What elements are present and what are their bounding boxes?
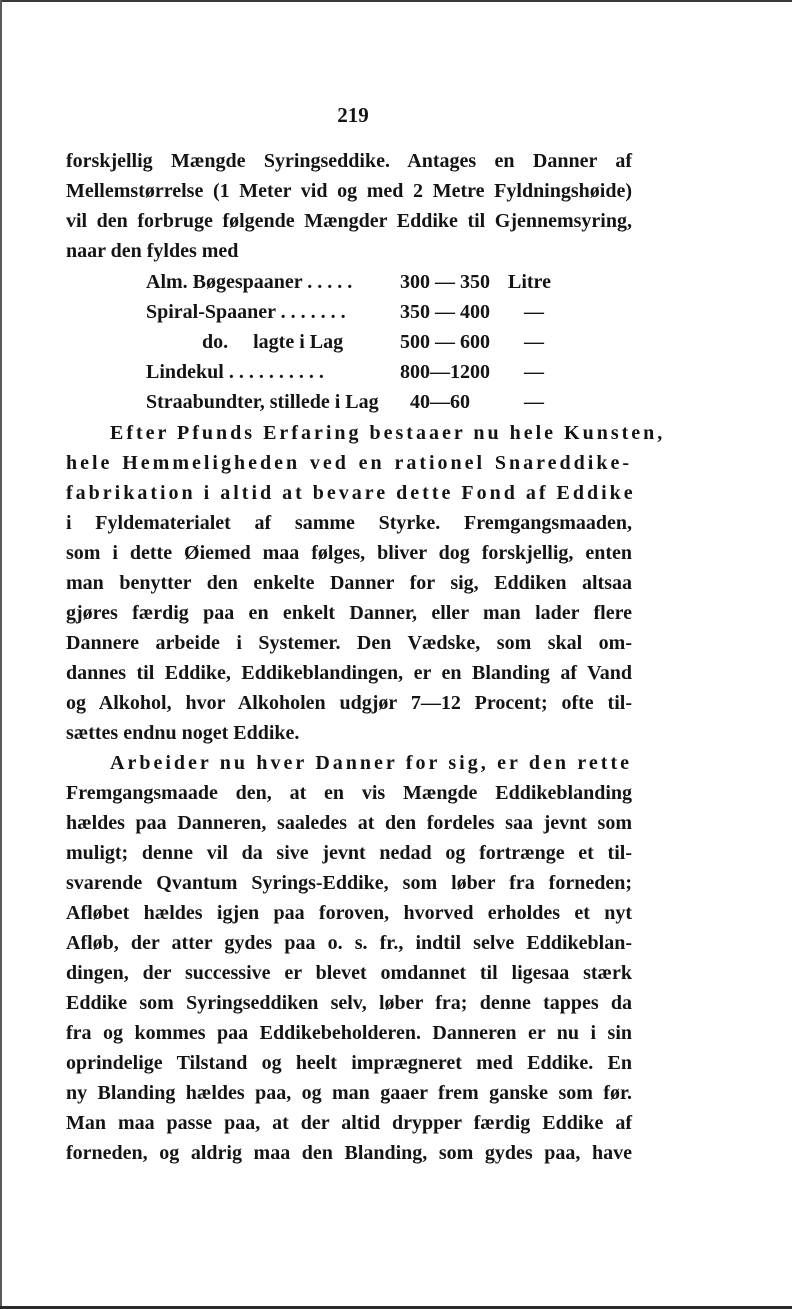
text-line: Dannere arbeide i Systemer. Den Vædske, som skal om- xyxy=(66,632,632,654)
text-line: naar den fyldes med xyxy=(66,240,239,262)
material-name: Spiral-Spaaner . . . . . . . xyxy=(146,301,346,323)
text-line: muligt; denne vil da sive jevnt nedad og fortrænge et til- xyxy=(66,842,632,864)
text-line: ny Blanding hældes paa, og man gaaer frem ganske som før. xyxy=(66,1082,632,1104)
amount-range: 350 — 400 xyxy=(400,301,490,323)
material-name: Alm. Bøgespaaner . . . . . xyxy=(146,271,353,293)
intro-paragraph xyxy=(66,146,632,266)
table-row xyxy=(146,327,566,357)
table-row xyxy=(146,387,566,417)
text-line: Efter Pfunds Erfaring bestaaer nu hele Kunsten, xyxy=(110,422,666,444)
text-line: Arbeider nu hver Danner for sig, er den rette xyxy=(110,752,632,774)
text-line: Afløbet hældes igjen paa foroven, hvorved erholdes et nyt xyxy=(66,902,632,924)
quantity-table xyxy=(146,267,566,417)
unit-label: — xyxy=(524,331,544,353)
text-line: Afløb, der atter gydes paa o. s. fr., indtil selve Eddikeblan- xyxy=(66,932,632,954)
text-line: Man maa passe paa, at der altid drypper færdig Eddike af xyxy=(66,1112,632,1134)
text-line: som i dette Øiemed maa følges, bliver dog forskjellig, enten xyxy=(66,542,632,564)
amount-range: 800—1200 xyxy=(400,361,490,383)
material-name: do. lagte i Lag xyxy=(202,331,344,353)
body-text xyxy=(66,418,666,1168)
material-name: Lindekul . . . . . . . . . . xyxy=(146,361,324,383)
amount-range: 40—60 xyxy=(410,391,470,413)
text-line: vil den forbruge følgende Mængder Eddike til Gjennemsyring, xyxy=(66,210,632,232)
text-line: gjøres færdig paa en enkelt Danner, eller man lader flere xyxy=(66,602,632,624)
table-row xyxy=(146,297,566,327)
text-line: dingen, der successive er blevet omdannet til ligesaa stærk xyxy=(66,962,632,984)
text-line: man benytter den enkelte Danner for sig, Eddiken altsaa xyxy=(66,572,632,594)
text-line: Fremgangsmaade den, at en vis Mængde Eddikeblanding xyxy=(66,782,632,804)
page-number: 219 xyxy=(337,103,369,127)
text-line: oprindelige Tilstand og heelt imprægneret med Eddike. En xyxy=(66,1052,632,1074)
material-name: Straabundter, stillede i Lag xyxy=(146,391,379,413)
text-line: sættes endnu noget Eddike. xyxy=(66,722,300,744)
text-line: hele Hemmeligheden ved en rationel Snareddike- xyxy=(66,452,632,474)
amount-range: 500 — 600 xyxy=(400,331,490,353)
text-line: hældes paa Danneren, saaledes at den fordeles saa jevnt som xyxy=(66,812,632,834)
text-line: og Alkohol, hvor Alkoholen udgjør 7—12 Procent; ofte til- xyxy=(66,692,632,714)
text-line: Mellemstørrelse (1 Meter vid og med 2 Metre Fyldningshøide) xyxy=(66,180,632,202)
amount-range: 300 — 350 xyxy=(400,271,490,293)
unit-label: — xyxy=(524,361,544,383)
scan-edge-top xyxy=(0,0,792,2)
table-row xyxy=(146,357,566,387)
text-line: dannes til Eddike, Eddikeblandingen, er en Blanding af Vand xyxy=(66,662,632,684)
text-line: Eddike som Syringseddiken selv, løber fra; denne tappes da xyxy=(66,992,632,1014)
unit-label: Litre xyxy=(508,271,551,293)
unit-label: — xyxy=(524,391,544,413)
text-line: forneden, og aldrig maa den Blanding, som gydes paa, have xyxy=(66,1142,632,1164)
text-line: svarende Qvantum Syrings-Eddike, som løber fra forneden; xyxy=(66,872,632,894)
scan-edge-left xyxy=(0,0,2,1309)
unit-label: — xyxy=(524,301,544,323)
text-line: forskjellig Mængde Syringseddike. Antages en Danner af xyxy=(66,150,632,172)
table-row xyxy=(146,267,566,297)
text-line: fra og kommes paa Eddikebeholderen. Danneren er nu i sin xyxy=(66,1022,632,1044)
text-line: fabrikation i altid at bevare dette Fond af Eddike xyxy=(66,482,636,504)
text-line: i Fyldematerialet af samme Styrke. Fremgangsmaaden, xyxy=(66,512,632,534)
